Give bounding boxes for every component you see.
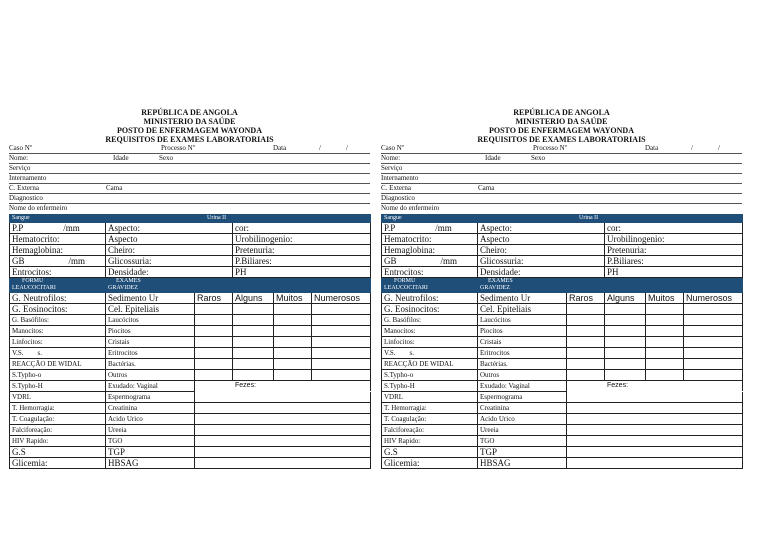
numerosos-cell[interactable]	[684, 348, 743, 359]
notes-cell[interactable]	[195, 425, 371, 436]
muitos-cell[interactable]	[274, 370, 312, 381]
header-country: REPÚBLICA DE ANGOLA	[513, 108, 610, 117]
table-row	[382, 414, 743, 425]
notes-cell[interactable]	[567, 458, 743, 469]
urine-cell-2[interactable]: P.Biliares:	[233, 256, 371, 267]
table-row	[10, 337, 371, 348]
numerosos-cell[interactable]	[684, 370, 743, 381]
blood-cell[interactable]: Entrocitos:	[10, 267, 106, 278]
internamento-label: Internamento	[9, 174, 47, 182]
urine-cell-2[interactable]: PH	[233, 267, 371, 278]
band-urina-label: Urina II	[579, 215, 599, 221]
exam-table	[381, 214, 743, 469]
urine-cell[interactable]: Cheiro:	[106, 245, 233, 256]
sediment-header-row	[10, 293, 371, 304]
urine-cell[interactable]: Densidade:	[478, 267, 605, 278]
exam-cell[interactable]: Falciforeação:	[382, 425, 478, 436]
caso-line[interactable]	[381, 144, 742, 154]
header-country: REPÚBLICA DE ANGOLA	[141, 108, 238, 117]
blood-cell[interactable]: Hemaglobina:	[10, 245, 106, 256]
leuco-cell[interactable]: Linfocitos:	[10, 337, 106, 348]
band-sangue: Sangue	[382, 215, 567, 223]
servico-line[interactable]	[9, 164, 370, 174]
urine-cell-2[interactable]: Pretenuria:	[233, 245, 371, 256]
blood-cell[interactable]: Entrocitos:	[382, 267, 478, 278]
band-formula: FORMU LEAUCOCITARI	[10, 278, 106, 293]
raros-cell[interactable]	[567, 370, 605, 381]
table-row	[10, 447, 371, 458]
sedimento-cell: Sedimento Ur	[478, 293, 567, 304]
leuco-cell[interactable]: S.Typho-o	[382, 370, 478, 381]
urine-cell-2[interactable]: cor:	[233, 223, 371, 234]
raros-cell[interactable]	[195, 315, 233, 326]
exam-cell-2[interactable]: HBSAG	[106, 458, 195, 469]
raros-header: Raros	[195, 293, 233, 304]
data-sep-2: /	[718, 144, 720, 152]
band-urina-label: Urina II	[207, 215, 227, 221]
table-row	[382, 381, 743, 392]
diagnostico-line[interactable]	[381, 194, 742, 204]
nome-label: Nome:	[9, 154, 29, 162]
exam-cell[interactable]: VDRL	[10, 392, 106, 403]
table-row	[10, 315, 371, 326]
table-row	[10, 381, 371, 392]
blood-cell[interactable]: GB /mm	[382, 256, 478, 267]
table-row	[382, 447, 743, 458]
exam-cell-2[interactable]: Espermograma	[478, 392, 567, 403]
numerosos-header: Numerosos	[312, 293, 371, 304]
band-exames: EXAMES GRAVIDEZ	[478, 278, 743, 293]
header-form-title: REQUISITOS DE EXAMES LABORATORIAIS	[105, 135, 274, 144]
table-row	[382, 403, 743, 414]
internamento-line[interactable]	[9, 174, 370, 184]
alguns-cell[interactable]	[233, 348, 274, 359]
alguns-cell[interactable]	[605, 370, 646, 381]
exam-cell-2[interactable]: HBSAG	[478, 458, 567, 469]
idade-label: Idade	[113, 154, 129, 162]
leuco-cell[interactable]: G. Eosinocitos:	[382, 304, 478, 315]
leuco-cell[interactable]: G. Eosinocitos:	[10, 304, 106, 315]
numerosos-cell[interactable]	[312, 315, 371, 326]
leuco-cell[interactable]: Manocitos:	[382, 326, 478, 337]
table-row	[382, 315, 743, 326]
exam-cell-2[interactable]: Acido Urico	[478, 414, 567, 425]
blood-cell[interactable]: Hematocrito:	[382, 234, 478, 245]
numerosos-cell[interactable]	[312, 348, 371, 359]
sediment-cell[interactable]: Laucócitos	[106, 315, 195, 326]
fezes-cell[interactable]: Fezes:	[195, 381, 371, 392]
exam-cell[interactable]: T. Coagulação:	[382, 414, 478, 425]
table-row	[382, 326, 743, 337]
raros-cell[interactable]	[195, 337, 233, 348]
raros-cell[interactable]	[195, 326, 233, 337]
leuco-cell[interactable]: V.S. s.	[10, 348, 106, 359]
muitos-cell[interactable]	[646, 337, 684, 348]
alguns-cell[interactable]	[233, 304, 274, 315]
table-row	[10, 436, 371, 447]
urine-cell[interactable]: Glicossuria:	[106, 256, 233, 267]
table-row	[382, 234, 743, 245]
sediment-cell[interactable]: Piocitos	[478, 326, 567, 337]
caso-label: Caso Nº	[381, 144, 404, 152]
sedimento-cell: Sedimento Ur	[106, 293, 195, 304]
band-formula: FORMU LEAUCOCITARI	[382, 278, 478, 293]
alguns-header: Alguns	[233, 293, 274, 304]
enfermeiro-label: Nome do enfermeiro	[9, 204, 68, 212]
table-row	[382, 348, 743, 359]
sediment-cell[interactable]: Cristais	[106, 337, 195, 348]
band-row-sangue	[382, 215, 743, 223]
blood-cell[interactable]: Hematocrito:	[10, 234, 106, 245]
alguns-cell[interactable]	[605, 359, 646, 370]
table-row	[10, 234, 371, 245]
table-row	[382, 245, 743, 256]
table-row	[10, 392, 371, 403]
table-row	[382, 267, 743, 278]
leuco-cell[interactable]: V.S. s.	[382, 348, 478, 359]
alguns-cell[interactable]	[605, 348, 646, 359]
notes-cell[interactable]	[195, 403, 371, 414]
table-row	[382, 337, 743, 348]
urine-cell-2[interactable]: Urobilinogenio:	[605, 234, 743, 245]
table-row	[10, 359, 371, 370]
numerosos-cell[interactable]	[312, 326, 371, 337]
exam-cell-2[interactable]: Exudado: Vaginal	[106, 381, 195, 392]
alguns-cell[interactable]	[605, 326, 646, 337]
header-form-title: REQUISITOS DE EXAMES LABORATORIAIS	[477, 135, 646, 144]
exam-cell-2[interactable]: Acido Urico	[106, 414, 195, 425]
urine-cell[interactable]: Cheiro:	[478, 245, 605, 256]
table-row	[10, 425, 371, 436]
table-row	[10, 403, 371, 414]
c-externa-label: C. Externa	[381, 184, 411, 192]
table-row	[10, 348, 371, 359]
muitos-cell[interactable]	[274, 304, 312, 315]
notes-cell[interactable]	[195, 458, 371, 469]
urine-cell[interactable]: Aspecto	[106, 234, 233, 245]
sediment-header-row	[382, 293, 743, 304]
exam-cell-2[interactable]: Creatinina	[106, 403, 195, 414]
exam-cell-2[interactable]: Ureeia	[478, 425, 567, 436]
lab-form-left	[9, 108, 370, 469]
table-row	[382, 458, 743, 469]
exam-cell[interactable]: Glicemia:	[10, 458, 106, 469]
sexo-label: Sexo	[531, 154, 545, 162]
notes-cell[interactable]	[567, 392, 743, 403]
servico-label: Serviço	[9, 164, 31, 172]
numerosos-header: Numerosos	[684, 293, 743, 304]
table-row	[10, 458, 371, 469]
raros-cell[interactable]	[567, 326, 605, 337]
exam-cell[interactable]: HIV Rapido:	[382, 436, 478, 447]
diagnostico-label: Diagnostico	[381, 194, 415, 202]
urine-cell-2[interactable]: Urobilinogenio:	[233, 234, 371, 245]
table-row	[382, 392, 743, 403]
table-row	[10, 304, 371, 315]
caso-label: Caso Nº	[9, 144, 32, 152]
raros-cell[interactable]	[567, 348, 605, 359]
internamento-line[interactable]	[381, 174, 742, 184]
exam-cell[interactable]: G.S	[382, 447, 478, 458]
notes-cell[interactable]	[195, 447, 371, 458]
urine-cell-2[interactable]: cor:	[605, 223, 743, 234]
nome-line[interactable]	[381, 154, 742, 164]
leuco-cell[interactable]: G. Basófilos:	[10, 315, 106, 326]
sediment-cell[interactable]: Cel. Epiteliais	[106, 304, 195, 315]
form-header	[9, 108, 370, 144]
muitos-cell[interactable]	[646, 304, 684, 315]
table-row	[10, 414, 371, 425]
muitos-cell[interactable]	[274, 337, 312, 348]
numerosos-cell[interactable]	[684, 326, 743, 337]
enfermeiro-label: Nome do enfermeiro	[381, 204, 440, 212]
idade-label: Idade	[485, 154, 501, 162]
header-ministry: MINISTERIO DA SAÚDE	[515, 117, 608, 126]
sediment-cell[interactable]: Cristais	[478, 337, 567, 348]
nome-line[interactable]	[9, 154, 370, 164]
table-row	[382, 436, 743, 447]
fezes-cell[interactable]: Fezes:	[567, 381, 743, 392]
exam-cell-2[interactable]: TGP	[106, 447, 195, 458]
sediment-cell[interactable]: Cel. Epiteliais	[478, 304, 567, 315]
table-row	[10, 245, 371, 256]
alguns-header: Alguns	[605, 293, 646, 304]
raros-cell[interactable]	[195, 359, 233, 370]
servico-label: Serviço	[381, 164, 403, 172]
internamento-label: Internamento	[381, 174, 419, 182]
blood-cell[interactable]: GB /mm	[10, 256, 106, 267]
alguns-cell[interactable]	[605, 315, 646, 326]
diagnostico-label: Diagnostico	[9, 194, 43, 202]
alguns-cell[interactable]	[233, 326, 274, 337]
raros-cell[interactable]	[567, 315, 605, 326]
muitos-cell[interactable]	[646, 370, 684, 381]
leuco-cell[interactable]: Linfocitos:	[382, 337, 478, 348]
sediment-cell[interactable]: Bactérias.	[106, 359, 195, 370]
urine-cell[interactable]: Aspecto:	[106, 223, 233, 234]
externa-line[interactable]	[9, 184, 370, 194]
sediment-cell[interactable]: Piocitos	[106, 326, 195, 337]
exam-cell-2[interactable]: Ureeia	[106, 425, 195, 436]
band-exames: EXAMES GRAVIDEZ	[106, 278, 371, 293]
caso-line[interactable]	[9, 144, 370, 154]
band-urina	[567, 215, 743, 223]
raros-cell[interactable]	[567, 304, 605, 315]
exam-cell[interactable]: S.Typho-H	[382, 381, 478, 392]
header-ministry: MINISTERIO DA SAÚDE	[143, 117, 236, 126]
table-row	[382, 359, 743, 370]
sediment-cell[interactable]: Eritrocitos	[106, 348, 195, 359]
muitos-cell[interactable]	[646, 348, 684, 359]
table-row	[10, 256, 371, 267]
notes-cell[interactable]	[567, 414, 743, 425]
leuco-cell[interactable]: S.Typho-o	[10, 370, 106, 381]
alguns-cell[interactable]	[233, 315, 274, 326]
muitos-cell[interactable]	[646, 359, 684, 370]
exam-cell-2[interactable]: TGO	[478, 436, 567, 447]
exam-cell[interactable]: S.Typho-H	[10, 381, 106, 392]
data-sep-1: /	[691, 144, 693, 152]
notes-cell[interactable]	[567, 447, 743, 458]
raros-cell[interactable]	[567, 337, 605, 348]
sediment-cell[interactable]: Outros	[478, 370, 567, 381]
exam-cell[interactable]: T. Hemorragia:	[10, 403, 106, 414]
servico-line[interactable]	[381, 164, 742, 174]
muitos-cell[interactable]	[274, 326, 312, 337]
alguns-cell[interactable]	[233, 370, 274, 381]
raros-cell[interactable]	[195, 370, 233, 381]
enfermeiro-line[interactable]	[9, 204, 370, 213]
blood-cell[interactable]: P.P /mm	[382, 223, 478, 234]
muitos-cell[interactable]	[646, 326, 684, 337]
enfermeiro-line[interactable]	[381, 204, 742, 213]
data-label: Data	[273, 144, 287, 152]
table-row	[382, 370, 743, 381]
urine-cell-2[interactable]: PH	[605, 267, 743, 278]
raros-header: Raros	[567, 293, 605, 304]
numerosos-cell[interactable]	[684, 337, 743, 348]
band-row-sangue	[10, 215, 371, 223]
band-sangue: Sangue	[10, 215, 195, 223]
alguns-cell[interactable]	[605, 304, 646, 315]
notes-cell[interactable]	[195, 436, 371, 447]
data-label: Data	[645, 144, 659, 152]
exam-table	[9, 214, 371, 469]
header-post: POSTO DE ENFERMAGEM WAYONDA	[117, 126, 262, 135]
table-row	[382, 256, 743, 267]
leuco-cell[interactable]: G. Basófilos:	[382, 315, 478, 326]
muitos-cell[interactable]	[274, 359, 312, 370]
externa-line[interactable]	[381, 184, 742, 194]
muitos-header: Muitos	[646, 293, 684, 304]
neutrofilos-cell[interactable]: G. Neutrofilos:	[382, 293, 478, 304]
cama-label: Cama	[106, 184, 123, 192]
muitos-header: Muitos	[274, 293, 312, 304]
numerosos-cell[interactable]	[684, 315, 743, 326]
table-row	[382, 304, 743, 315]
exam-cell[interactable]: Falciforeação:	[10, 425, 106, 436]
leuco-cell[interactable]: REACÇÃO DE WIDAL	[10, 359, 106, 370]
notes-cell[interactable]	[195, 414, 371, 425]
blood-cell[interactable]: P.P /mm	[10, 223, 106, 234]
table-row	[10, 267, 371, 278]
exam-cell[interactable]: HIV Rapido:	[10, 436, 106, 447]
alguns-cell[interactable]	[605, 337, 646, 348]
data-sep-2: /	[346, 144, 348, 152]
processo-label: Processo Nº	[161, 144, 195, 152]
header-post: POSTO DE ENFERMAGEM WAYONDA	[489, 126, 634, 135]
alguns-cell[interactable]	[233, 337, 274, 348]
muitos-cell[interactable]	[274, 315, 312, 326]
table-row	[10, 326, 371, 337]
form-header	[381, 108, 742, 144]
leuco-cell[interactable]: REACÇÃO DE WIDAL	[382, 359, 478, 370]
notes-cell[interactable]	[567, 425, 743, 436]
band-row-formula	[10, 278, 371, 293]
diagnostico-line[interactable]	[9, 194, 370, 204]
c-externa-label: C. Externa	[9, 184, 39, 192]
cama-label: Cama	[478, 184, 495, 192]
exam-cell[interactable]: VDRL	[382, 392, 478, 403]
processo-label: Processo Nº	[533, 144, 567, 152]
urine-cell[interactable]: Aspecto:	[478, 223, 605, 234]
band-row-formula	[382, 278, 743, 293]
sexo-label: Sexo	[159, 154, 173, 162]
urine-cell[interactable]: Aspecto	[478, 234, 605, 245]
numerosos-cell[interactable]	[684, 359, 743, 370]
urine-cell[interactable]: Glicossuria:	[478, 256, 605, 267]
lab-form-right	[381, 108, 742, 469]
exam-cell-2[interactable]: Espermograma	[106, 392, 195, 403]
table-row	[382, 223, 743, 234]
muitos-cell[interactable]	[646, 315, 684, 326]
numerosos-cell[interactable]	[312, 304, 371, 315]
raros-cell[interactable]	[195, 348, 233, 359]
numerosos-cell[interactable]	[684, 304, 743, 315]
table-row	[382, 425, 743, 436]
notes-cell[interactable]	[567, 403, 743, 414]
sediment-cell[interactable]: Outros	[106, 370, 195, 381]
numerosos-cell[interactable]	[312, 359, 371, 370]
alguns-cell[interactable]	[233, 359, 274, 370]
exam-cell-2[interactable]: TGO	[106, 436, 195, 447]
numerosos-cell[interactable]	[312, 337, 371, 348]
urine-cell-2[interactable]: Pretenuria:	[605, 245, 743, 256]
exam-cell-2[interactable]: TGP	[478, 447, 567, 458]
muitos-cell[interactable]	[274, 348, 312, 359]
exam-cell[interactable]: Glicemia:	[382, 458, 478, 469]
blood-cell[interactable]: Hemaglobina:	[382, 245, 478, 256]
sediment-cell[interactable]: Laucócitos	[478, 315, 567, 326]
sediment-cell[interactable]: Bactérias.	[478, 359, 567, 370]
notes-cell[interactable]	[195, 392, 371, 403]
sediment-cell[interactable]: Eritrocitos	[478, 348, 567, 359]
exam-cell[interactable]: T. Coagulação:	[10, 414, 106, 425]
exam-cell[interactable]: T. Hemorragia:	[382, 403, 478, 414]
urine-cell[interactable]: Densidade:	[106, 267, 233, 278]
exam-cell-2[interactable]: Creatinina	[478, 403, 567, 414]
neutrofilos-cell[interactable]: G. Neutrofilos:	[10, 293, 106, 304]
raros-cell[interactable]	[567, 359, 605, 370]
table-row	[10, 370, 371, 381]
notes-cell[interactable]	[567, 436, 743, 447]
exam-cell[interactable]: G.S	[10, 447, 106, 458]
urine-cell-2[interactable]: P.Biliares:	[605, 256, 743, 267]
leuco-cell[interactable]: Manocitos:	[10, 326, 106, 337]
data-sep-1: /	[319, 144, 321, 152]
table-row	[10, 223, 371, 234]
exam-cell-2[interactable]: Exudado: Vaginal	[478, 381, 567, 392]
raros-cell[interactable]	[195, 304, 233, 315]
band-urina	[195, 215, 371, 223]
nome-label: Nome:	[381, 154, 401, 162]
numerosos-cell[interactable]	[312, 370, 371, 381]
